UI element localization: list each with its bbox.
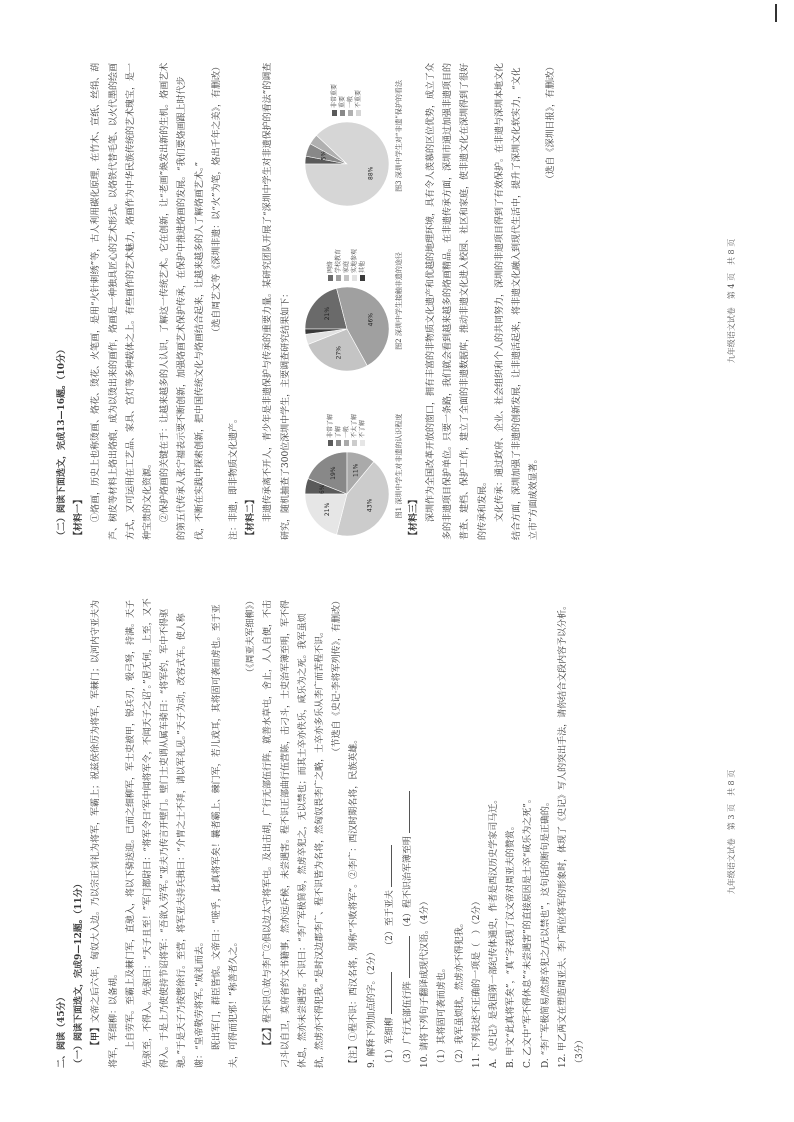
note: 【注】①程不识：西汉名将，别称“不败将军”。②李广：西汉时期名将，民族英雄。 xyxy=(349,734,360,1068)
material-1-label: 【材料一】 xyxy=(74,494,85,540)
page-divider xyxy=(54,567,740,568)
legend-swatch xyxy=(352,275,357,281)
legend-swatch xyxy=(336,440,341,446)
question-9-row-1 xyxy=(381,596,399,1068)
question-10-2: （2）我军虽烦扰，然虏亦不得犯我。 xyxy=(454,918,465,1068)
legend-entry: 非常重要 xyxy=(331,84,339,116)
jia-label: 【甲】 xyxy=(91,1022,102,1050)
part1-title: （一）阅读下面选文，完成9—12题。（11分） xyxy=(74,879,85,1068)
question-9: 9. 解释下列加点的字。（2分） xyxy=(366,947,377,1068)
legend-swatch xyxy=(348,110,353,116)
q9-item-1: （1）军细柳 xyxy=(384,1017,395,1068)
q9-item-2: （2）至于亚夫 xyxy=(384,890,395,946)
legend-entry: 不了解 xyxy=(359,414,367,446)
pie-slice-label: 6% xyxy=(319,484,327,495)
pie-chart-3 xyxy=(301,118,393,210)
yi-paragraph xyxy=(260,596,329,1068)
legend-entry: 一般 xyxy=(343,414,351,446)
yi-source: （节选自《史记·李将军列传》，有删改） xyxy=(332,596,343,757)
chart-1-caption: 图1 深圳中学生对非遗的认识程度 xyxy=(394,413,403,519)
legend-swatch xyxy=(360,275,365,281)
page-4-footer: 九年级语文试卷 第 4 页 共 8 页 xyxy=(726,238,736,364)
legend-entry: 网络 xyxy=(327,249,335,281)
yi-text: 程不识①故与李广②俱以边太守将军屯。及出击胡，广行无部伍行阵，就善水草屯，舍止，人人自便，不击刁斗以自卫，莫府省约文书籍事，然亦远斥候，未尝遇害。程不识正部曲行伍营陈，击刁斗，士吏治军簿至明，军不得休息，然亦未尝遇害。不识曰：“李广军极简易，然虏卒犯之，无以禁也；而其士卒亦佚乐，咸乐为之死。我军虽烦扰，然虏亦不得犯我。”是时汉边郡李广、程不识皆为名将，然匈奴畏李广之略，士卒亦多乐从李广而苦程不识。 xyxy=(263,599,326,1068)
material-1-paragraph-1: ①烙画，历史上也称烫画、烙花、烫花、火笔画，是用“火针刺绣”等，古人利用碳化原理，在竹木、宣纸、丝绢、葫芦、树皮等材料上烙出烙痕，成为以烫出来的画作，烙画是一种独具匠心的艺术形式。以烙铁代替毛笔、以火代墨的绘画方式，又可运用在工艺品、家具、宫灯等多种载体之上。有些画作的艺术魅力，烙画作为中华民族传统的艺术瑰宝，是一种宝贵的文化资源。 xyxy=(91,62,154,540)
material-1-source: （选自周艺文等《深圳非遗：以“火”为笔，烙出千年之美》，有删改） xyxy=(211,62,222,337)
legend-entry: 其他 xyxy=(359,249,367,281)
jia-paragraph-1 xyxy=(88,596,122,1068)
legend-swatch xyxy=(356,110,361,116)
chart-2 xyxy=(301,227,404,375)
legend-entry: 家庭 xyxy=(343,249,351,281)
material-1-note: 注：非遗，即非物质文化遗产。 xyxy=(229,413,240,540)
rotated-page xyxy=(54,56,740,1068)
page-edge-mark xyxy=(775,4,777,22)
chart-1 xyxy=(301,392,404,540)
legend-swatch xyxy=(344,275,349,281)
material-3-paragraph-1: 深圳作为全国改革开放的窗口，拥有丰富的非物质文化遗产和优越的地理环境，具有令人羡慕的区位优势，成立了众多的非遗项目保护单位。只要一条路，我们就会看到越来越多的烙画精品。在非遗传承方面，深圳市通过加强非遗项目的普查、建档、保护工作，建立了全面的非遗数据库，推动非遗文化进入校园、社区和家庭，使非遗文化在深圳得到了很好的传承和发展。 xyxy=(426,62,488,540)
pie-slice-label: 5% xyxy=(320,150,328,161)
pie-slice-不重要 xyxy=(305,122,389,206)
pie-slice-label: 27% xyxy=(335,346,343,360)
section-title: 二、阅读（45分） xyxy=(57,992,67,1068)
material-3-paragraph-2: 文化传承：通过政府、企业、社会组织和个人的共同努力，深圳的非遗项目得到了有效保护。在非遗与深圳本地文化结合方面，深圳加强了非遗的创新发展，让非遗活起来，将非遗文化融入到现代生活中，提升了深圳文化软实力，“文化立市”方面成效显著。 xyxy=(494,62,540,540)
q9-item-4: （4）程不识治军簿至明 xyxy=(403,836,414,928)
legend-entry: 学校教育 xyxy=(335,249,343,281)
chart-1-legend xyxy=(327,414,367,446)
pie-slice-label: 19% xyxy=(329,466,337,480)
option-d: D. “李广军极简易/然虏卒犯之/无以禁也”，这句话的断句是正确的。 xyxy=(540,797,551,1068)
legend-swatch xyxy=(360,440,365,446)
pie-slice-label: 11% xyxy=(352,463,360,477)
jia-paragraph-3: 既出军门，群臣皆惊。文帝曰：“嗟乎，此真将军矣！曩者霸上、棘门军，若儿戏耳，其将固可袭而虏也。至于亚夫，可得而犯邪！”称善者久之。 xyxy=(211,604,240,1068)
answer-blank[interactable] xyxy=(381,972,392,1014)
legend-entry: 不太了解 xyxy=(351,414,359,446)
material-1-paragraph-2: ②保护烙画的关键在于：让越来越多的人认识，了解这一传统艺术。它在创新，让“老画”焕发出新的生机。烙画艺术的第五代传承人张宁福表示要不断创新，加强烙画艺术保护传承，在保护中推进烙画的发展。“我们要烙画跟上时代步伐，不断在实践中探索创新，把中国传统文化与烙画结合起来，让越来越多的人了解烙画艺术。” xyxy=(160,62,205,540)
legend-entry: 了解 xyxy=(335,414,343,446)
question-12: 12. 甲乙两文在塑造周亚夫、李广两位将军的形象时，体现了《史记》写人的突出手法，请你结合文段内容予以分析。（3分） xyxy=(557,600,586,1068)
jia-paragraph-2: 上自劳军。至霸上及棘门军，直驰入，将以下骑送迎。已而之细柳军，军士吏被甲，锐兵刃，彀弓弩，持满。天子先驱至，不得入。先驱曰：“天子且至！”军门都尉曰：“将军令曰‘军中闻将军令，不闻天子之诏’。”居无何，上至，又不得入。于是上乃使使持节诏将军：“吾欲入劳军。”亚夫乃传言开壁门。壁门士吏谓从属车骑曰：“将军约，军中不得驱驰。”于是天子乃按辔徐行。至营，将军亚夫持兵揖曰：“介胄之士不拜，请以军礼见。”天子为动，改容式车。使人称谢：“皇帝敬劳将军。”成礼而去。 xyxy=(125,598,205,1068)
legend-swatch xyxy=(340,110,345,116)
material-3-source: （选自《深圳日报》，有删改） xyxy=(546,62,557,184)
page-3-column xyxy=(54,596,740,1068)
legend-entry: 实地参观 xyxy=(351,249,359,281)
chart-2-caption: 图2 深圳中学生接触非遗的途径 xyxy=(394,252,403,350)
q9-item-3: （3）广行无部伍行阵 xyxy=(403,981,414,1068)
part2-title: （二）阅读下面选文，完成13—16题。（10分） xyxy=(57,344,67,540)
material-2-paragraph: 非遗传承离不开人，青少年是非遗保护与传承的重要力量。某研究团队开展了“深圳中学生对非遗保护的看法”的调查研究，随机抽查了300位深圳中学生，主要调查研究结果如下： xyxy=(263,62,291,540)
pie-slice-label: 21% xyxy=(323,306,331,321)
material-2-label: 【材料二】 xyxy=(246,494,257,540)
survey-charts xyxy=(301,62,404,540)
option-b: B. 甲文“此真将军矣”，“真”字表现了汉文帝对周亚夫的赞赏。 xyxy=(506,821,517,1068)
pie-slice-label: 21% xyxy=(323,502,331,517)
answer-blank[interactable] xyxy=(399,791,410,833)
pie-chart-2 xyxy=(301,283,393,375)
question-9-row-2 xyxy=(399,596,417,1068)
pie-slice-label: 46% xyxy=(367,313,375,327)
legend-swatch xyxy=(344,440,349,446)
pie-chart-1 xyxy=(301,448,393,540)
legend-swatch xyxy=(328,275,333,281)
chart-3-legend xyxy=(331,84,363,116)
page-3-footer: 九年级语文试卷 第 3 页 共 8 页 xyxy=(726,769,736,895)
legend-entry: 重要 xyxy=(339,84,347,116)
pie-slice-label: 88% xyxy=(367,166,375,180)
legend-entry: 不重要 xyxy=(355,84,363,116)
answer-blank[interactable] xyxy=(381,845,392,887)
legend-swatch xyxy=(328,440,333,446)
legend-swatch xyxy=(352,440,357,446)
answer-blank[interactable] xyxy=(399,936,410,978)
question-10-1: （1）其将固可袭而虏也。 xyxy=(437,963,448,1068)
jia-source: （《周亚夫军细柳》） xyxy=(246,596,257,678)
jia-text-1: 文帝之后六年，匈奴大入边。乃以宗正刘礼为将军，军霸上；祝兹侯徐厉为将军，军棘门；以河内守亚夫为将军，军细柳：以备胡。 xyxy=(91,599,119,1068)
page-4-column xyxy=(54,62,740,540)
question-11: 11. 下列表述不正确的一项是（ ）（2分） xyxy=(471,896,482,1068)
material-3-label: 【材料三】 xyxy=(408,494,419,540)
legend-entry: 一般 xyxy=(347,84,355,116)
legend-swatch xyxy=(336,275,341,281)
chart-3 xyxy=(301,62,404,210)
chart-2-legend xyxy=(327,249,367,281)
chart-3-caption: 图3 深圳中学生对“非遗”保护的看法 xyxy=(394,80,403,192)
legend-swatch xyxy=(332,110,337,116)
option-c: C. 乙文中“军不得休息”“未尝遇害”的直接原因是士卒“咸乐为之死”。 xyxy=(523,794,534,1068)
pie-slice-label: 43% xyxy=(366,498,374,513)
question-10: 10. 请将下列句子翻译成现代汉语。（4分） xyxy=(420,896,431,1068)
yi-label: 【乙】 xyxy=(263,1022,274,1050)
option-a: A. 《史记》是我国第一部纪传体通史，作者是西汉历史学家司马迁。 xyxy=(489,794,500,1068)
legend-entry: 非常了解 xyxy=(327,414,335,446)
